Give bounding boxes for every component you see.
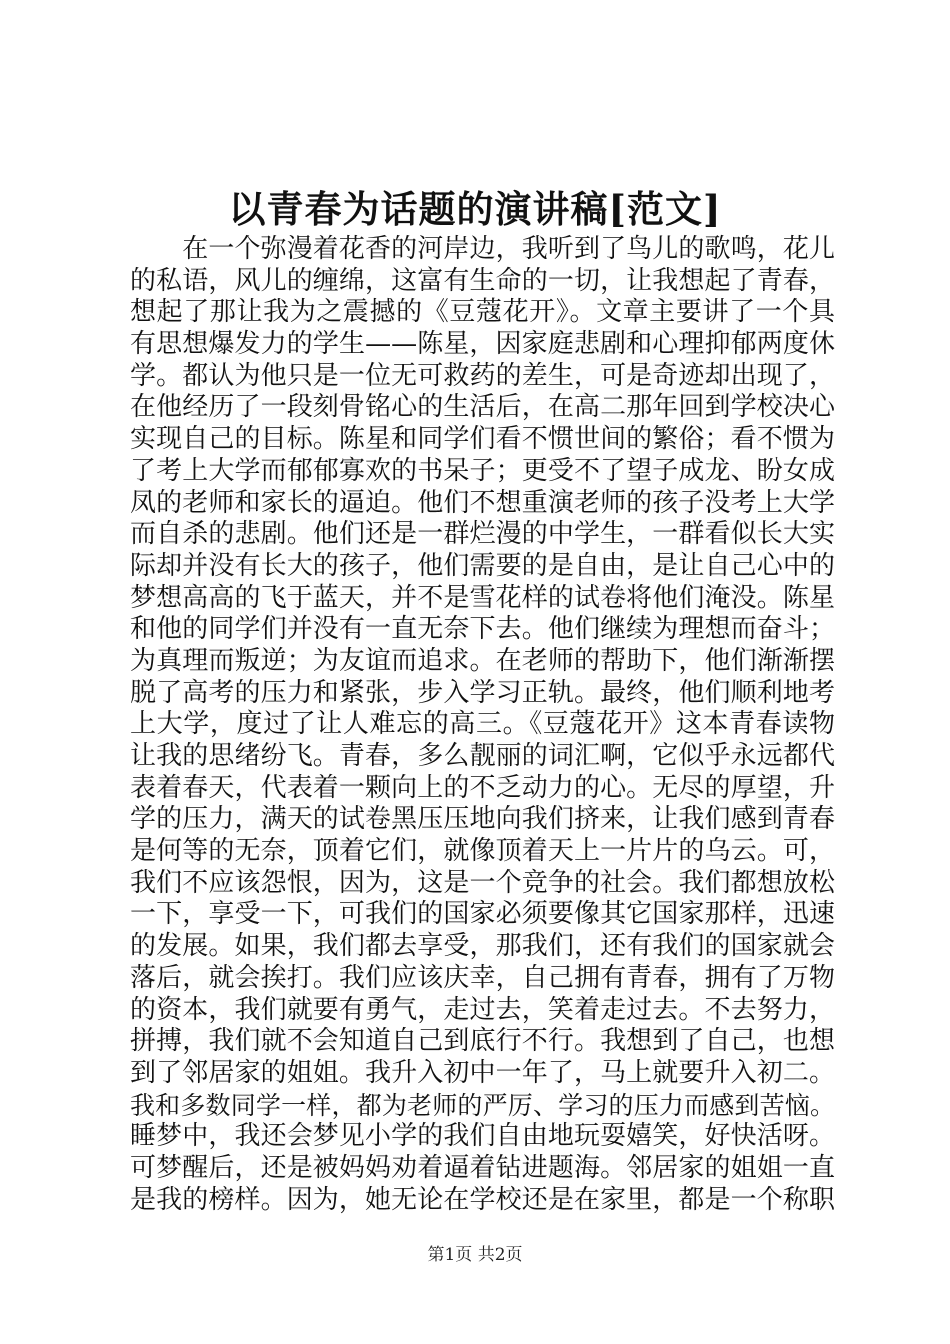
text-line: 学。都认为他只是一位无可救药的差生，可是奇迹却出现了，	[130, 360, 835, 391]
text-line: 我和多数同学一样，都为老师的严厉、学习的压力而感到苦恼。	[130, 1090, 835, 1120]
text-line: 的私语，风儿的缠绵，这富有生命的一切，让我想起了青春，	[130, 265, 835, 296]
text-line: 我们不应该怨恨，因为，这是一个竞争的社会。我们都想放松	[130, 867, 835, 898]
text-line: 和他的同学们并没有一直无奈下去。他们继续为理想而奋斗；	[130, 614, 835, 645]
text-line: 可梦醒后，还是被妈妈劝着逼着钻进题海。邻居家的姐姐一直	[130, 1152, 835, 1183]
text-line: 脱了高考的压力和紧张，步入学习正轨。最终，他们顺利地考	[130, 677, 835, 708]
text-line: 为真理而叛逆；为友谊而追求。在老师的帮助下，他们渐渐摆	[130, 645, 835, 676]
text-line: 梦想高高的飞于蓝天，并不是雪花样的试卷将他们淹没。陈星	[130, 582, 835, 613]
text-line: 一下，享受一下，可我们的国家必须要像其它国家那样，迅速	[130, 899, 835, 930]
text-line: 想起了那让我为之震撼的《豆蔻花开》。文章主要讲了一个具	[130, 297, 835, 328]
text-line: 学的压力，满天的试卷黑压压地向我们挤来，让我们感到青春	[130, 804, 835, 835]
text-line: 际却并没有长大的孩子，他们需要的是自由，是让自己心中的	[130, 550, 835, 581]
text-line: 而自杀的悲剧。他们还是一群烂漫的中学生，一群看似长大实	[130, 519, 835, 550]
text-line: 了考上大学而郁郁寡欢的书呆子；更受不了望子成龙、盼女成	[130, 455, 835, 486]
document-title: 以青春为话题的演讲稿[范文]	[228, 187, 722, 231]
text-line: 的发展。如果，我们都去享受，那我们，还有我们的国家就会	[130, 931, 835, 962]
text-line: 表着春天，代表着一颗向上的不乏动力的心。无尽的厚望，升	[130, 772, 835, 803]
text-line: 在一个弥漫着花香的河岸边，我听到了鸟儿的歌鸣，花儿	[130, 234, 835, 264]
text-line: 有思想爆发力的学生——陈星，因家庭悲剧和心理抑郁两度休	[130, 329, 835, 360]
text-line: 落后，就会挨打。我们应该庆幸，自己拥有青春，拥有了万物	[130, 962, 835, 993]
text-line: 拼搏，我们就不会知道自己到底行不行。我想到了自己，也想	[130, 1026, 835, 1057]
text-line: 让我的思绪纷飞。青春，多么靓丽的词汇啊，它似乎永远都代	[130, 741, 835, 771]
text-line: 凤的老师和家长的逼迫。他们不想重演老师的孩子没考上大学	[130, 487, 835, 518]
text-line: 实现自己的目标。陈星和同学们看不惯世间的繁俗；看不惯为	[130, 424, 835, 455]
text-line: 是我的榜样。因为，她无论在学校还是在家里，都是一个称职	[130, 1184, 835, 1215]
text-line: 在他经历了一段刻骨铭心的生活后，在高二那年回到学校决心	[130, 392, 835, 423]
text-line: 是何等的无奈，顶着它们，就像顶着天上一片片的乌云。可，	[130, 836, 835, 867]
text-line: 上大学，度过了让人难忘的高三。《豆蔻花开》这本青春读物	[130, 709, 835, 740]
body-paragraph	[130, 234, 835, 1216]
page-footer: 第1页 共2页	[427, 1245, 523, 1265]
text-line: 到了邻居家的姐姐。我升入初中一年了，马上就要升入初二。	[130, 1057, 835, 1088]
text-line: 的资本，我们就要有勇气，走过去，笑着走过去。不去努力，	[130, 994, 835, 1025]
text-line: 睡梦中，我还会梦见小学的我们自由地玩耍嬉笑，好快活呀。	[130, 1121, 835, 1152]
